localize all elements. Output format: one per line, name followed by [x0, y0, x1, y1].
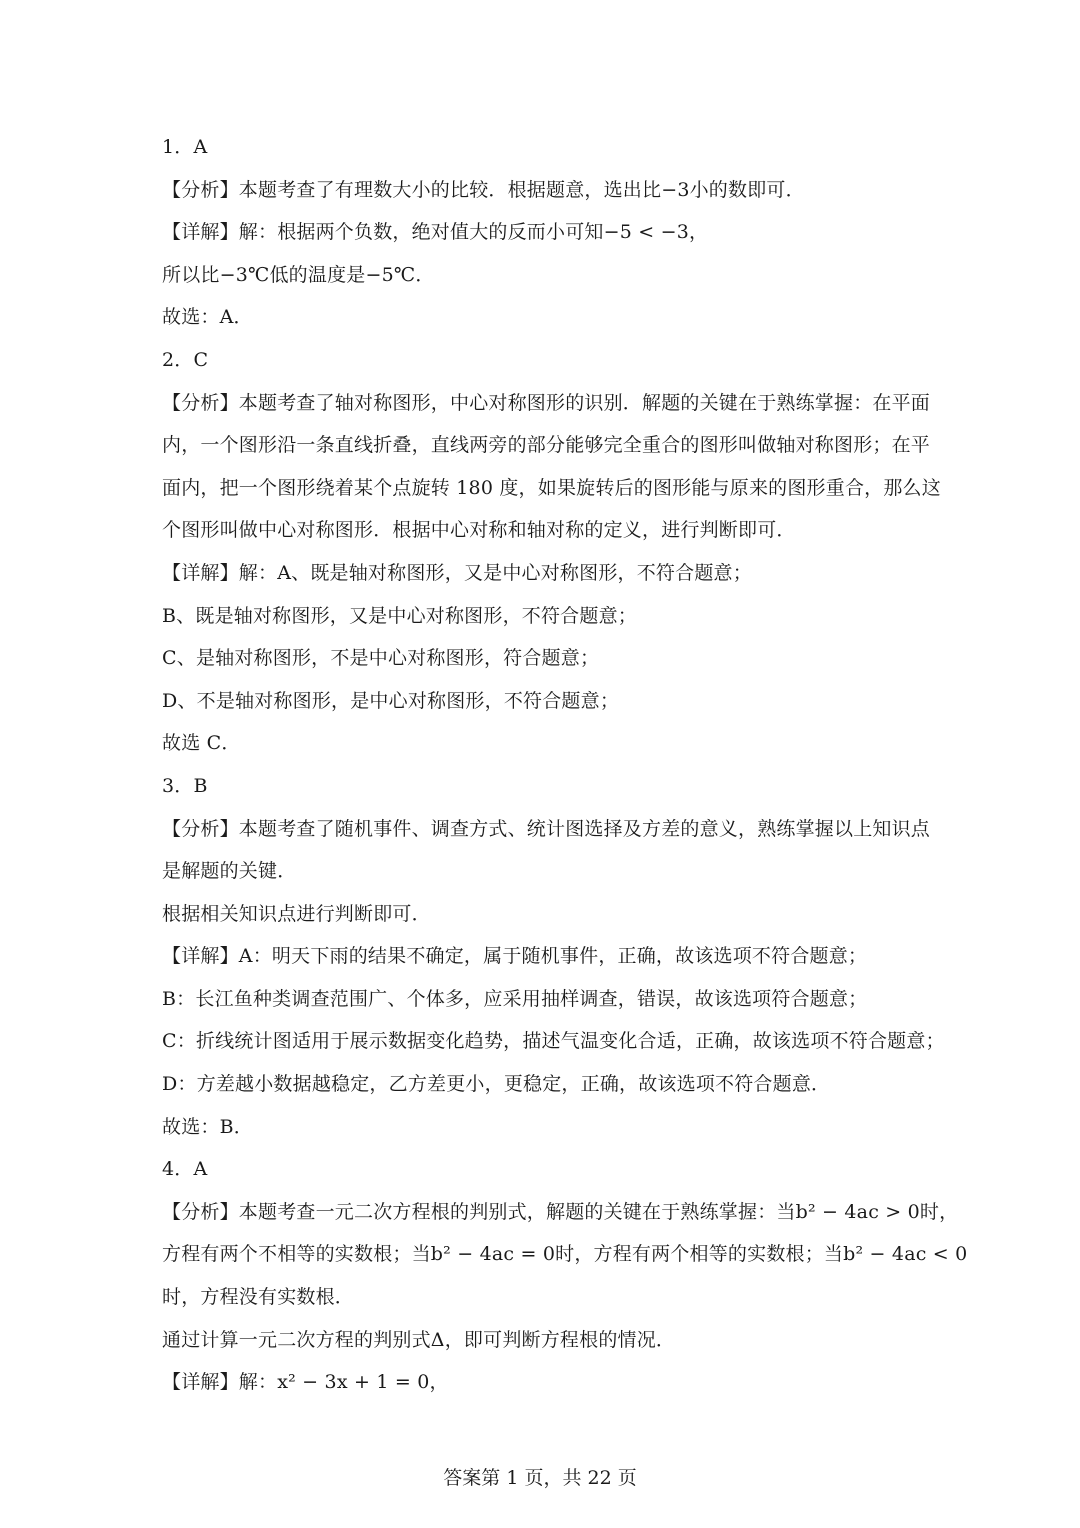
text-line: B、既是轴对称图形，又是中心对称图形，不符合题意； — [162, 604, 637, 627]
text-line: D：方差越小数据越稳定，乙方差更小，更稳定，正确，故该选项不符合题意． — [162, 1073, 831, 1096]
text-line: 面内，把一个图形绕着某个点旋转 180 度，如果旋转后的图形能与原来的图形重合，那么这 — [162, 476, 941, 499]
text-line: C、是轴对称图形，不是中心对称图形，符合题意； — [162, 647, 600, 670]
text-line: 方程有两个不相等的实数根；当b² − 4ac = 0时，方程有两个相等的实数根；当b² − 4ac < 0 — [162, 1243, 968, 1266]
text-line: 【分析】本题考查了随机事件、调查方式、统计图选择及方差的意义，熟练掌握以上知识点 — [162, 817, 931, 840]
text-line: 【分析】本题考查了有理数大小的比较．根据题意，选出比−3小的数即可． — [162, 178, 805, 201]
text-line: 【详解】解：A、既是轴对称图形，又是中心对称图形，不符合题意； — [162, 561, 752, 584]
text-line: 【分析】本题考查了轴对称图形，中心对称图形的识别．解题的关键在于熟练掌握：在平面 — [162, 391, 931, 414]
page-footer: 答案第 1 页，共 22 页 — [443, 1467, 637, 1489]
text-line: 【分析】本题考查一元二次方程根的判别式，解题的关键在于熟练掌握：当b² − 4ac > 0时， — [162, 1200, 959, 1223]
text-line: 是解题的关键． — [162, 860, 297, 883]
answer-body — [162, 133, 968, 1411]
text-line: 个图形叫做中心对称图形．根据中心对称和轴对称的定义，进行判断即可． — [162, 519, 796, 542]
text-line: 通过计算一元二次方程的判别式Δ，即可判断方程根的情况． — [162, 1328, 676, 1351]
text-line: 根据相关知识点进行判断即可． — [162, 902, 431, 925]
text-line: 【详解】解：根据两个负数，绝对值大的反而小可知−5 < −3， — [162, 221, 709, 244]
text-line: B：长江鱼种类调查范围广、个体多，应采用抽样调查，错误，故该选项符合题意； — [162, 987, 868, 1010]
text-line: 4．A — [162, 1158, 208, 1181]
text-line: D、不是轴对称图形，是中心对称图形，不符合题意； — [162, 689, 620, 712]
text-line: 故选 C． — [162, 732, 241, 755]
text-line: 内，一个图形沿一条直线折叠，直线两旁的部分能够完全重合的图形叫做轴对称图形；在平 — [162, 434, 931, 457]
text-line: 故选：A． — [162, 306, 253, 329]
text-line: 3．B — [162, 774, 208, 797]
text-line: 故选：B． — [162, 1115, 253, 1138]
text-line: 时，方程没有实数根． — [162, 1286, 355, 1309]
text-line: 2．C — [162, 348, 209, 371]
text-line: 【详解】解：x² − 3x + 1 = 0， — [162, 1371, 449, 1394]
text-line: C：折线统计图适用于展示数据变化趋势，描述气温变化合适，正确，故该选项不符合题意； — [162, 1030, 945, 1053]
text-line: 1．A — [162, 136, 208, 158]
text-line: 所以比−3℃低的温度是−5℃． — [162, 263, 435, 286]
text-line: 【详解】A：明天下雨的结果不确定，属于随机事件，正确，故该选项不符合题意； — [162, 945, 868, 968]
